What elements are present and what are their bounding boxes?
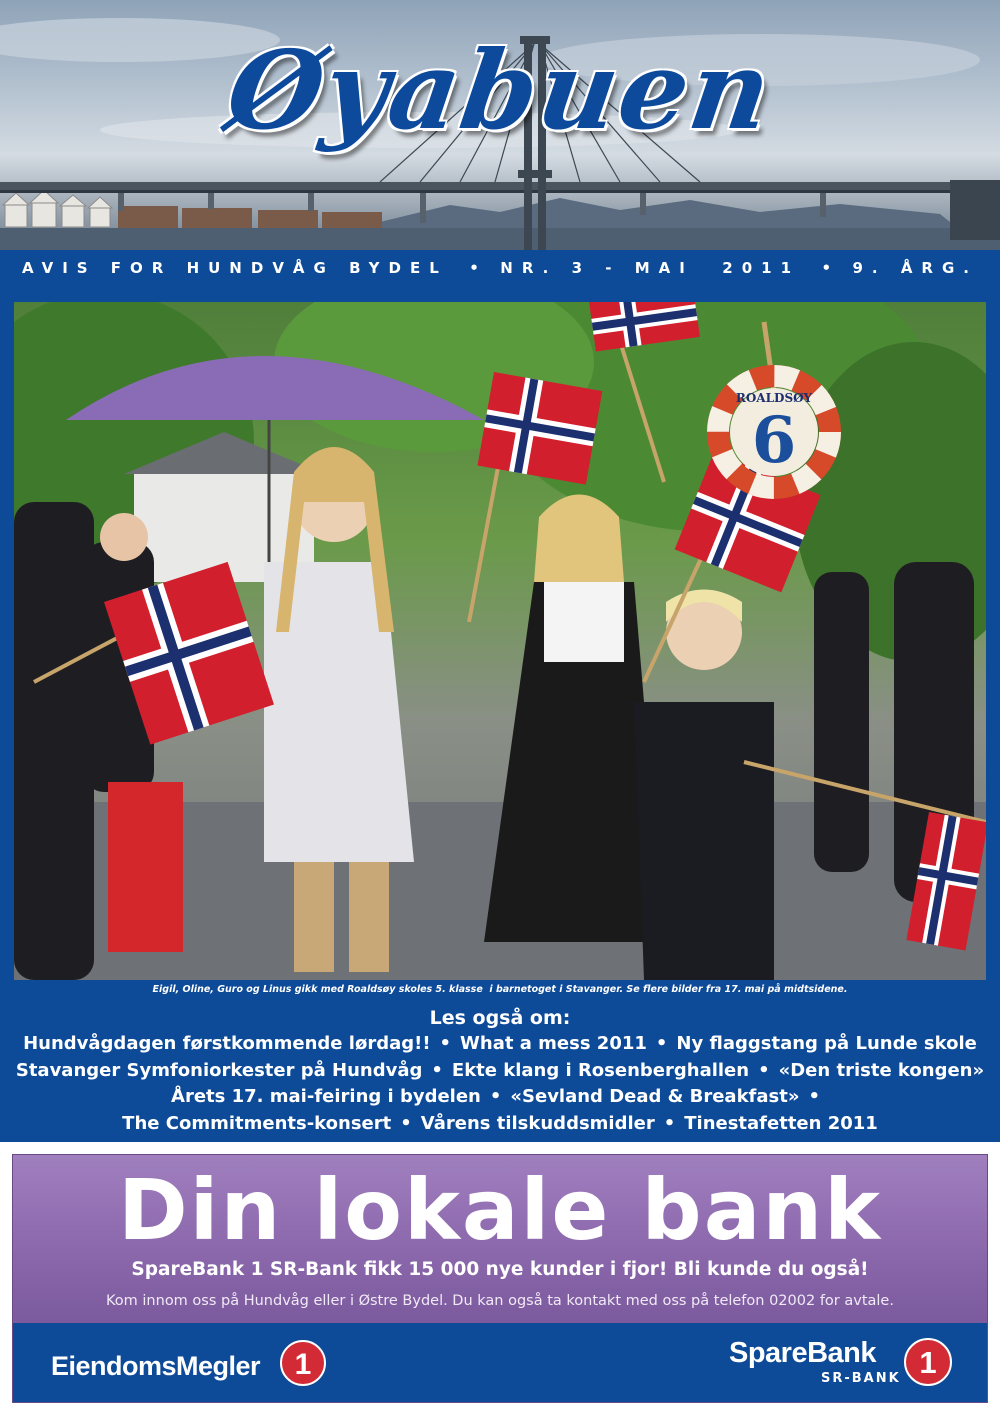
ad-subtitle: SpareBank 1 SR-Bank fikk 15 000 nye kunder i fjor! Bli kunde du også! bbox=[131, 1259, 869, 1280]
number-one-badge-icon bbox=[279, 1339, 327, 1387]
newspaper-title: Øyabuen bbox=[220, 28, 780, 154]
teaser-item[interactable]: Tinestafetten 2011 bbox=[684, 1112, 878, 1134]
masthead bbox=[0, 0, 1000, 250]
cover-photo bbox=[14, 302, 986, 980]
teaser-bullet: • bbox=[489, 1086, 502, 1107]
teaser-line bbox=[0, 1058, 1000, 1085]
lifebuoy-label: ROALDSØY bbox=[735, 391, 813, 405]
sparebank-logo[interactable]: SpareBank bbox=[729, 1337, 877, 1369]
teaser-bullet: • bbox=[655, 1033, 668, 1054]
teaser-line bbox=[0, 1084, 1000, 1111]
tagline-district: AVIS FOR HUNDVÅG BYDEL bbox=[22, 259, 448, 277]
teaser-item[interactable]: «Den triste kongen» bbox=[778, 1059, 985, 1081]
eiendomsmegler-logo[interactable]: EiendomsMegler bbox=[51, 1351, 261, 1381]
badge-number: 1 bbox=[294, 1348, 312, 1381]
teaser-item[interactable]: «Sevland Dead & Breakfast» bbox=[510, 1086, 800, 1107]
ad-body-text: Kom innom oss på Hundvåg eller i Østre Bydel. Du kan også ta kontakt med oss på telefon 02002 for avtale. bbox=[106, 1293, 894, 1309]
ad-headline-area bbox=[13, 1155, 987, 1323]
teaser-bullet: • bbox=[663, 1112, 676, 1134]
badge-number: 1 bbox=[919, 1345, 937, 1380]
teaser-item[interactable]: Ny flaggstang på Lunde skole bbox=[676, 1033, 977, 1054]
teaser-item[interactable]: Årets 17. mai-feiring i bydelen bbox=[171, 1086, 481, 1107]
teaser-item[interactable]: Ekte klang i Rosenberghallen bbox=[451, 1059, 750, 1081]
teaser-item[interactable]: The Commitments-konsert bbox=[122, 1112, 392, 1134]
teaser-item[interactable]: What a mess 2011 bbox=[460, 1033, 647, 1054]
teaser-bullet: • bbox=[758, 1059, 770, 1081]
ad-title: Din lokale bank bbox=[117, 1161, 883, 1259]
tagline-separator: • bbox=[821, 259, 832, 277]
teaser-heading: Les også om: bbox=[429, 1007, 571, 1029]
teaser-bullet: • bbox=[439, 1033, 452, 1054]
sparebank-logo-sub: SR-BANK bbox=[821, 1371, 901, 1386]
teaser-item[interactable]: Stavanger Symfoniorkester på Hundvåg bbox=[15, 1059, 423, 1081]
tagline-separator: • bbox=[469, 259, 479, 277]
teaser-bullet: • bbox=[431, 1059, 443, 1081]
tagline-bar bbox=[0, 250, 1000, 286]
lifebuoy-number: 6 bbox=[751, 403, 797, 478]
teaser-item[interactable]: Vårens tilskuddsmidler bbox=[420, 1112, 655, 1134]
teaser-list bbox=[0, 1031, 1000, 1137]
teaser-line bbox=[0, 1031, 1000, 1058]
number-one-badge-icon bbox=[903, 1337, 953, 1387]
tagline-issue: NR. 3 - MAI 2011 bbox=[500, 259, 800, 277]
tagline-year: 9. ÅRG. bbox=[852, 259, 978, 277]
teaser-item[interactable]: Hundvågdagen førstkommende lørdag!! bbox=[23, 1033, 431, 1054]
bank-advertisement[interactable] bbox=[12, 1154, 988, 1403]
parade-photo-illustration bbox=[14, 302, 986, 980]
teaser-line bbox=[0, 1111, 1000, 1138]
ad-logo-bar bbox=[13, 1323, 987, 1403]
teaser-bullet: • bbox=[400, 1112, 412, 1134]
photo-caption: Eigil, Oline, Guro og Linus gikk med Roaldsøy skoles 5. klasse i barnetoget i Stavanger. Se flere bilder fra 17. mai på midtsidene. bbox=[152, 984, 848, 995]
teaser-bullet: • bbox=[808, 1086, 820, 1107]
